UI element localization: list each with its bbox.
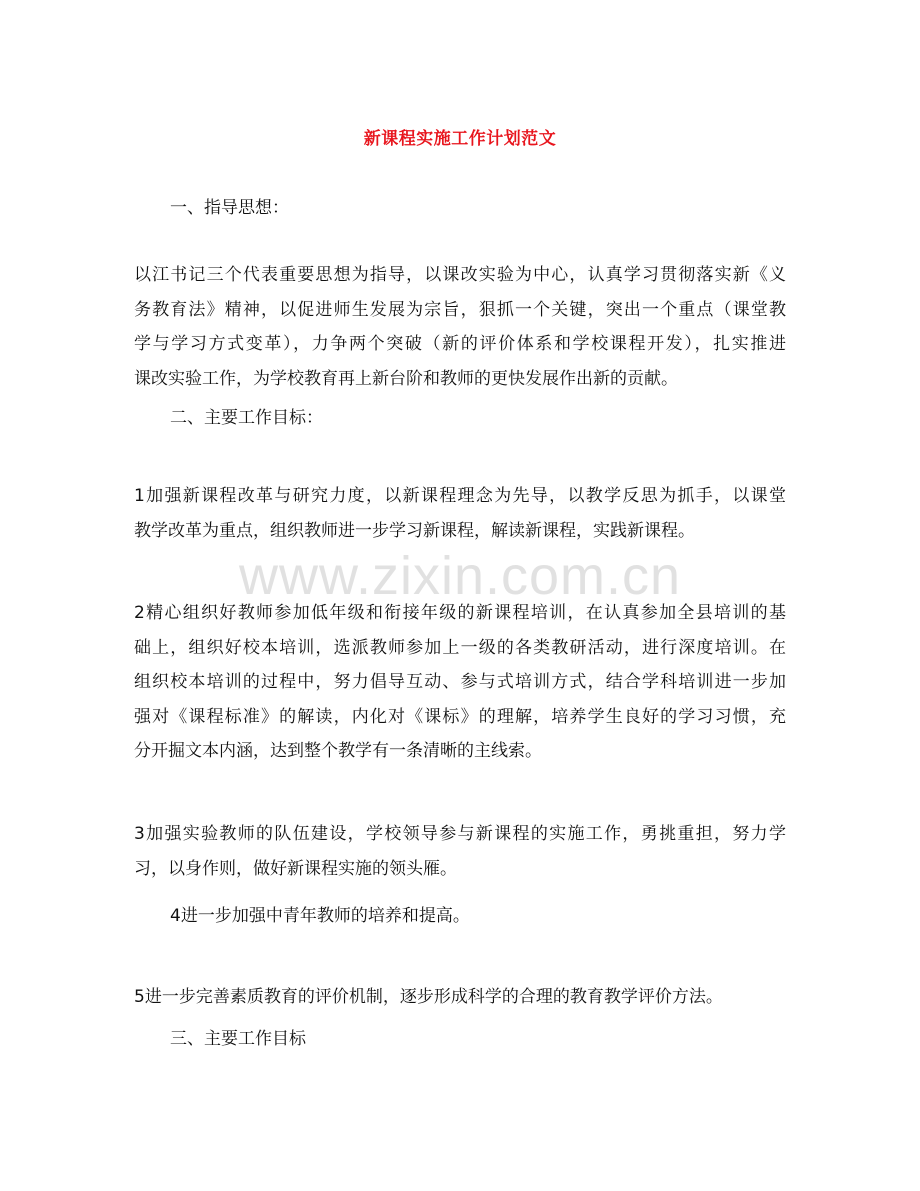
paragraph-line: 学与学习方式变革），力争两个突破（新的评价体系和学校课程开发），扎实推进 — [134, 334, 786, 354]
paragraph-line: 组织校本培训的过程中，努力倡导互动、参与式培训方式，结合学科培训进一步加 — [134, 672, 786, 692]
section-heading-guiding-thought: 一、指导思想： — [170, 198, 289, 218]
paragraph-line: 3加强实验教师的队伍建设，学校领导参与新课程的实施工作，勇挑重担，努力学 — [134, 824, 786, 844]
goal-item-3 — [134, 817, 786, 886]
section-heading-main-goals: 二、主要工作目标： — [170, 408, 323, 428]
goal-item-1 — [134, 479, 786, 548]
goal-item-4: 4进一步加强中青年教师的培养和提高。 — [170, 906, 470, 926]
paragraph-line: 课改实验工作，为学校教育再上新台阶和教师的更快发展作出新的贡献。 — [134, 368, 678, 389]
paragraph-line: 教学改革为重点，组织教师进一步学习新课程，解读新课程，实践新课程。 — [134, 520, 695, 541]
paragraph-line: 以江书记三个代表重要思想为指导，以课改实验为中心，认真学习贯彻落实新《义 — [134, 265, 786, 285]
watermark: www.zixin.com.cn — [238, 546, 682, 606]
section-heading-main-goals-3: 三、主要工作目标 — [170, 1029, 306, 1049]
document-title: 新课程实施工作计划范文 — [363, 129, 557, 149]
paragraph-line: 强对《课程标准》的解读，内化对《课标》的理解，培养学生良好的学习习惯，充 — [134, 706, 786, 727]
paragraph-line: 习，以身作则，做好新课程实施的领头雁。 — [134, 858, 457, 879]
paragraph-line: 1加强新课程改革与研究力度，以新课程理念为先导，以教学反思为抓手，以课堂 — [134, 486, 786, 506]
goal-item-5: 5进一步完善素质教育的评价机制，逐步形成科学的合理的教育教学评价方法。 — [134, 987, 723, 1007]
paragraph-line: 础上，组织好校本培训，选派教师参加上一级的各类教研活动，进行深度培训。在 — [134, 637, 786, 658]
goal-item-2 — [134, 596, 786, 769]
paragraph-line: 务教育法》精神，以促进师生发展为宗旨，狠抓一个关键，突出一个重点（课堂教 — [134, 299, 786, 320]
paragraph-line: 2精心组织好教师参加低年级和衔接年级的新课程培训，在认真参加全县培训的基 — [134, 603, 786, 623]
paragraph-line: 分开掘文本内涵，达到整个教学有一条清晰的主线索。 — [134, 741, 542, 761]
paragraph-guiding-thought — [134, 258, 786, 396]
